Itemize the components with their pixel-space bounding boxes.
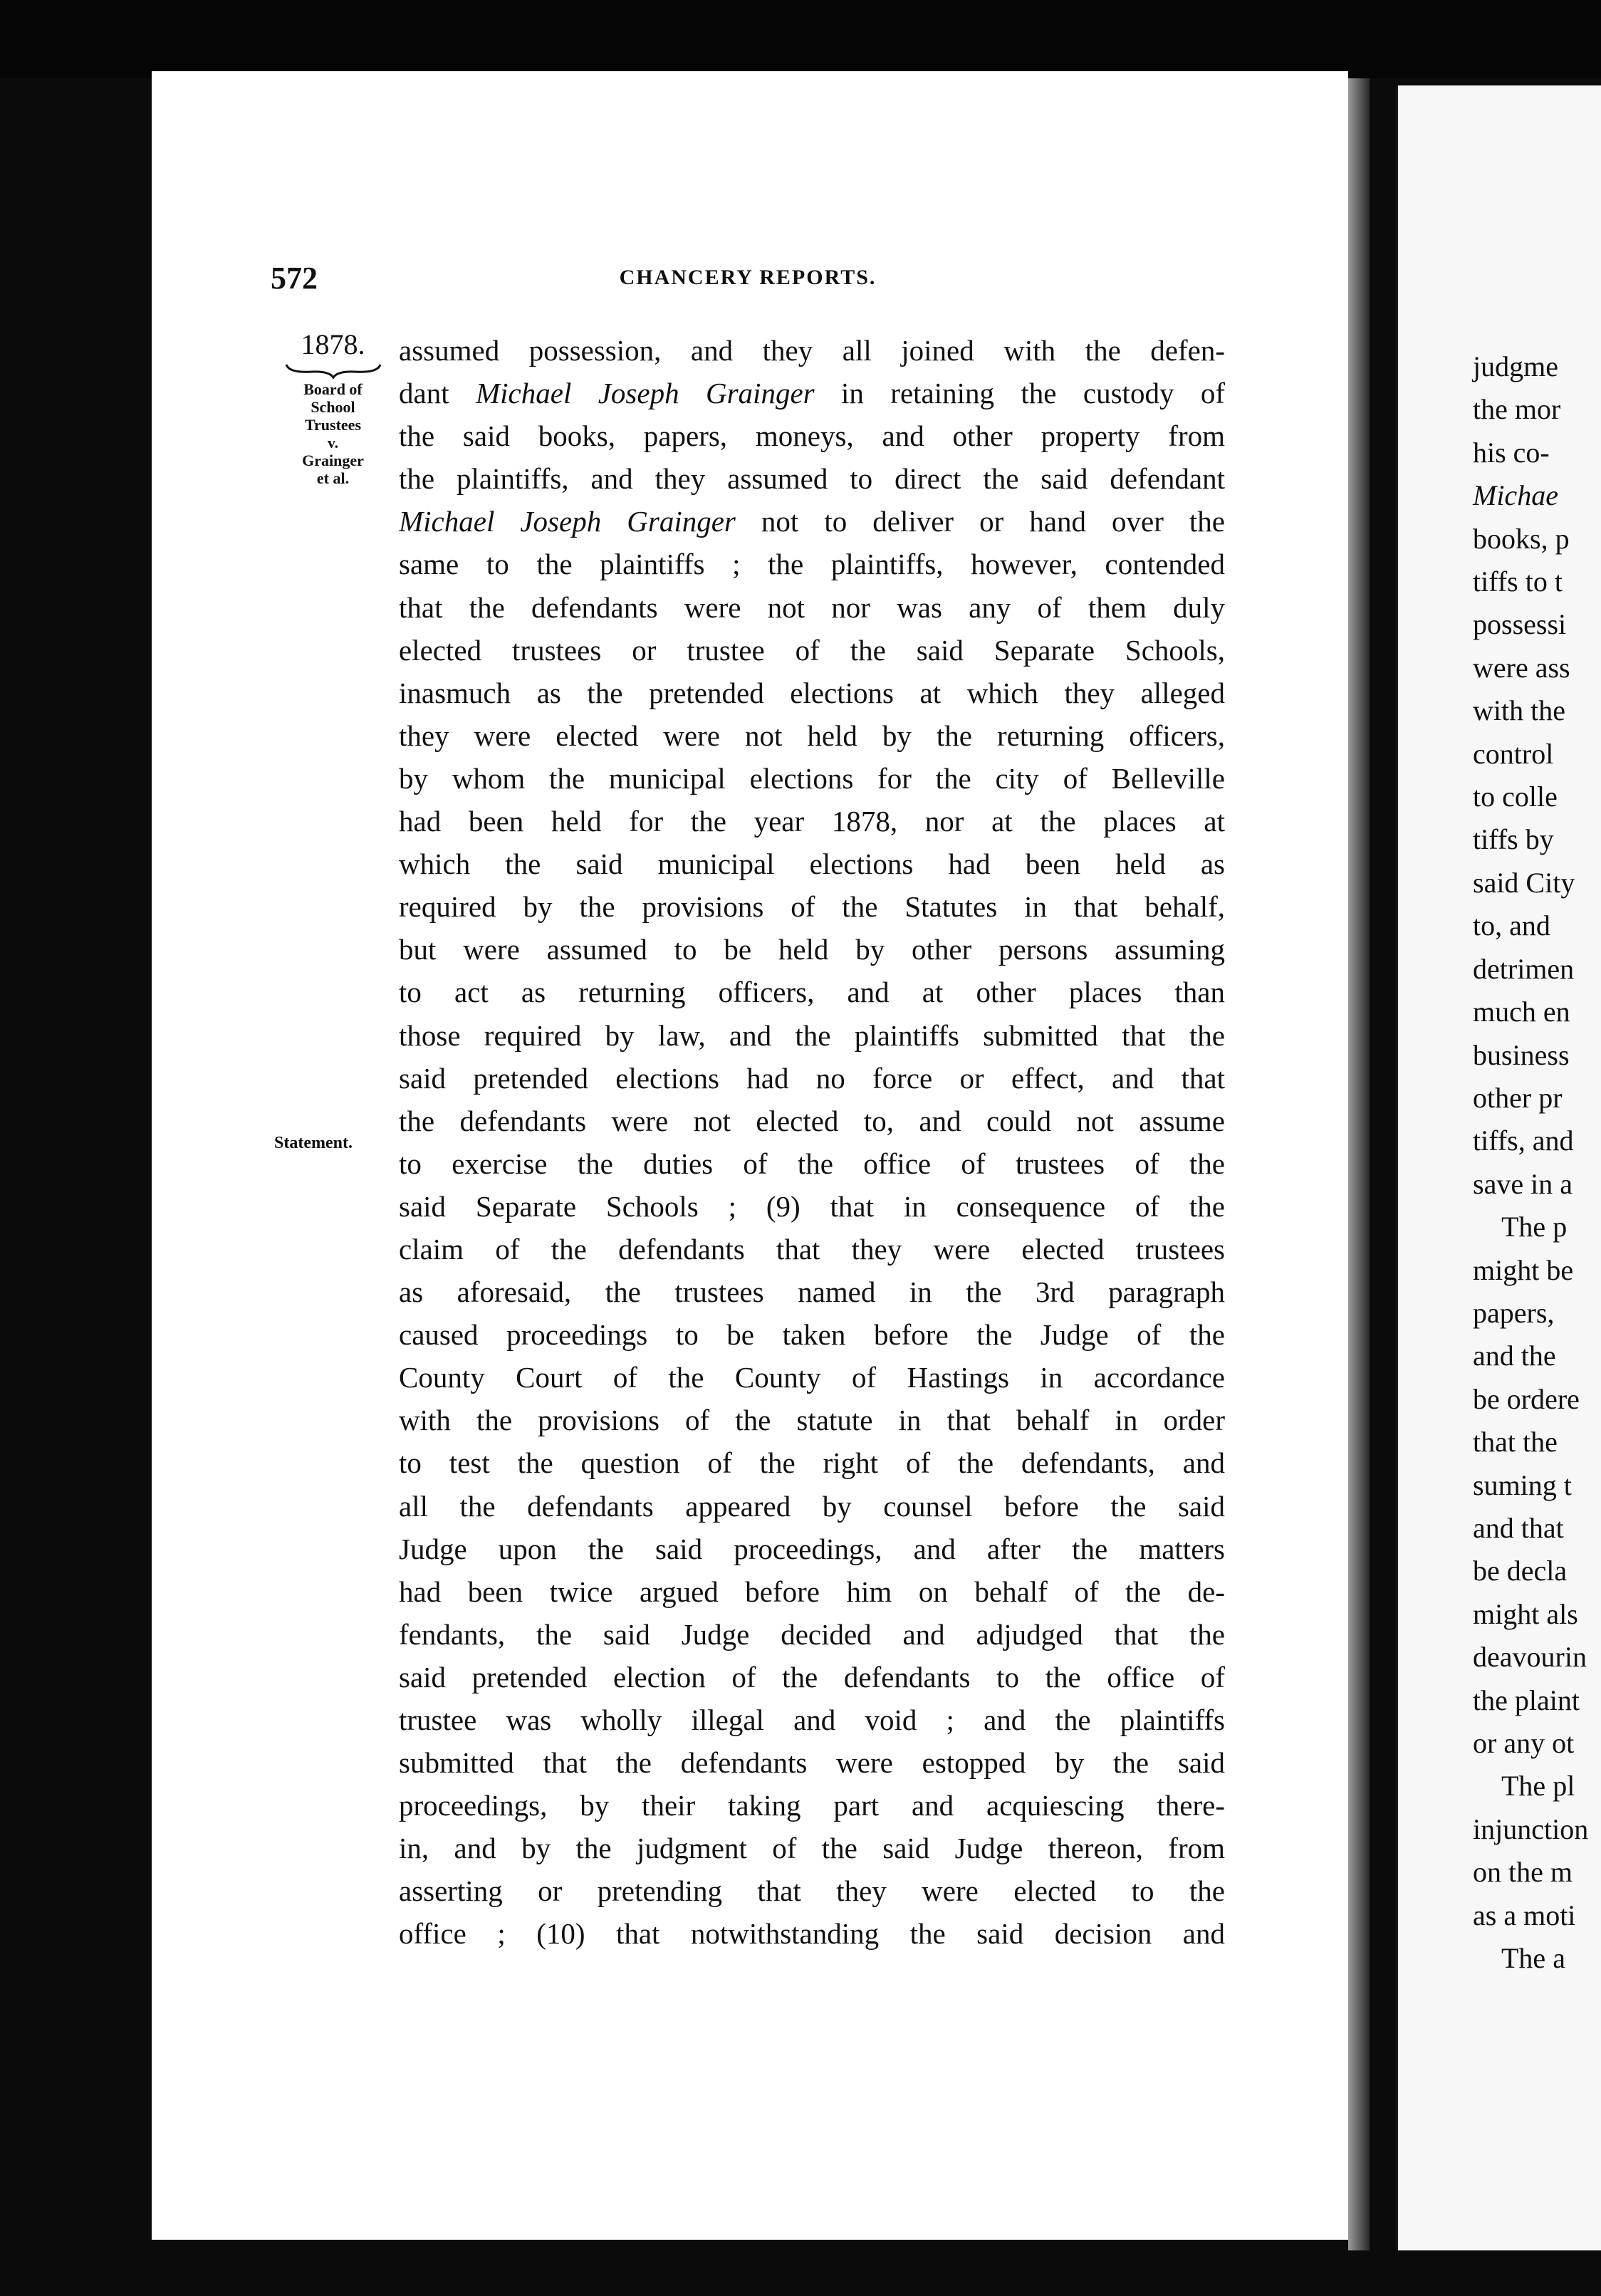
text-line: submitted that the defendants were estopped by the said: [399, 1746, 1225, 1780]
right-page-line: said City: [1473, 866, 1575, 899]
page-number: 572: [271, 261, 318, 296]
right-page-line: save in a: [1473, 1167, 1573, 1200]
brace-icon: [283, 362, 383, 380]
text-line: claim of the defendants that they were elected trustees: [399, 1232, 1225, 1266]
text-line: Judge upon the said proceedings, and after the matters: [399, 1532, 1225, 1565]
body-text: [399, 329, 1225, 1956]
text-line: same to the plaintiffs ; the plaintiffs, however, contended: [399, 548, 1225, 581]
right-page-line: papers,: [1473, 1296, 1555, 1329]
text-line: said pretended election of the defendants to the office of: [399, 1660, 1225, 1694]
right-page-line: suming t: [1473, 1468, 1572, 1501]
text-line: asserting or pretending that they were elected to the: [399, 1874, 1225, 1908]
right-page-line: Michae: [1473, 479, 1558, 512]
text-line: they were elected were not held by the returning officers,: [399, 719, 1225, 752]
right-page-line: as a moti: [1473, 1899, 1576, 1931]
right-page-line: The pl: [1501, 1770, 1575, 1802]
running-title: CHANCERY REPORTS.: [619, 266, 877, 289]
text-line: trustee was wholly illegal and void ; and the plaintiffs: [399, 1703, 1225, 1736]
text-line: to act as returning officers, and at other places than: [399, 976, 1225, 1009]
page-header: [271, 260, 1225, 303]
right-page-line: the plaint: [1473, 1684, 1580, 1716]
text-line: had been twice argued before him on behalf of the de-: [399, 1575, 1225, 1608]
text-line: proceedings, by their taking part and acquiescing there-: [399, 1789, 1225, 1822]
case-name-line: Trustees: [304, 416, 362, 434]
text-line: had been held for the year 1878, nor at the places at: [399, 805, 1225, 838]
case-name-line: v.: [327, 434, 339, 452]
right-page-line: and that: [1473, 1511, 1564, 1544]
case-name: [274, 380, 392, 487]
right-page-line: or any ot: [1473, 1727, 1575, 1759]
right-page-line: possessi: [1473, 608, 1567, 641]
text-line: with the provisions of the statute in that behalf in order: [399, 1404, 1225, 1437]
right-page-line: tiffs, and: [1473, 1124, 1574, 1157]
case-name-line: Grainger: [302, 452, 364, 469]
text-line: that the defendants were not nor was any of them duly: [399, 590, 1225, 624]
text-line: office ; (10) that notwithstanding the said decision and: [399, 1917, 1225, 1951]
text-line: inasmuch as the pretended elections at which they alleged: [399, 676, 1225, 709]
right-page-line: tiffs to t: [1473, 565, 1563, 598]
text-line: to test the question of the right of the defendants, and: [399, 1446, 1225, 1480]
right-page-line: might als: [1473, 1597, 1578, 1630]
text-line: dant Michael Joseph Grainger in retaining the custody of: [399, 377, 1225, 410]
text-line: the plaintiffs, and they assumed to direct the said defendant: [399, 462, 1225, 496]
text-line: by whom the municipal elections for the city of Belleville: [399, 761, 1225, 795]
right-page-line: The p: [1501, 1211, 1568, 1243]
statement-label: Statement.: [274, 1134, 353, 1152]
book-gutter: [1348, 78, 1370, 2250]
right-page-line: be ordere: [1473, 1382, 1580, 1415]
right-page-line: with the: [1473, 694, 1565, 727]
right-page-line: to, and: [1473, 909, 1550, 942]
right-page-line: other pr: [1473, 1081, 1563, 1114]
case-name-line: Board of: [303, 380, 363, 398]
right-page-line: injunction: [1473, 1812, 1589, 1845]
text-line: said pretended elections had no force or effect, and that: [399, 1061, 1225, 1095]
right-page-line: and the: [1473, 1340, 1556, 1372]
text-line: in, and by the judgment of the said Judge thereon, from: [399, 1832, 1225, 1865]
text-line: but were assumed to be held by other persons assuming: [399, 933, 1225, 966]
text-line: the said books, papers, moneys, and other property from: [399, 419, 1225, 453]
right-page-line: tiffs by: [1473, 823, 1554, 856]
right-page-line: much en: [1473, 996, 1570, 1028]
right-page-line: business: [1473, 1038, 1570, 1071]
right-page-line: his co-: [1473, 436, 1550, 469]
text-line: all the defendants appeared by counsel before the said: [399, 1489, 1225, 1523]
text-line: required by the provisions of the Statutes in that behalf,: [399, 890, 1225, 924]
right-page-line: might be: [1473, 1253, 1574, 1286]
text-line: elected trustees or trustee of the said Separate Schools,: [399, 633, 1225, 667]
text-line: fendants, the said Judge decided and adjudged that the: [399, 1617, 1225, 1651]
text-line: to exercise the duties of the office of trustees of the: [399, 1147, 1225, 1180]
right-page-line: judgme: [1473, 350, 1558, 382]
text-line: those required by law, and the plaintiffs submitted that the: [399, 1018, 1225, 1052]
right-page-text: [1473, 345, 1601, 1980]
right-page-line: to colle: [1473, 781, 1558, 813]
right-page-line: that the: [1473, 1426, 1558, 1459]
right-page-line: books, p: [1473, 522, 1570, 555]
right-page-line: be decla: [1473, 1555, 1568, 1587]
right-page-line: control: [1473, 737, 1554, 770]
margin-note: [274, 328, 392, 487]
case-name-line: School: [311, 398, 355, 416]
text-line: which the said municipal elections had been held as: [399, 847, 1225, 881]
right-page-line: detrimen: [1473, 952, 1575, 985]
text-line: as aforesaid, the trustees named in the 3rd paragraph: [399, 1275, 1225, 1309]
scan-border: [0, 0, 1601, 78]
case-name-line: et al.: [316, 469, 350, 487]
right-page-line: the mor: [1473, 393, 1561, 426]
right-page-line: deavourin: [1473, 1641, 1587, 1674]
text-line: Michael Joseph Grainger not to deliver or hand over the: [399, 505, 1225, 538]
text-line: said Separate Schools ; (9) that in consequence of the: [399, 1189, 1225, 1223]
right-page-line: were ass: [1473, 651, 1570, 684]
text-line: assumed possession, and they all joined with the defen-: [399, 334, 1225, 367]
right-page-line: The a: [1501, 1942, 1565, 1975]
text-line: caused proceedings to be taken before the Judge of the: [399, 1318, 1225, 1352]
margin-year: 1878.: [301, 328, 365, 360]
text-line: County Court of the County of Hastings in accordance: [399, 1361, 1225, 1394]
text-line: the defendants were not elected to, and could not assume: [399, 1104, 1225, 1137]
right-page-line: on the m: [1473, 1856, 1573, 1889]
